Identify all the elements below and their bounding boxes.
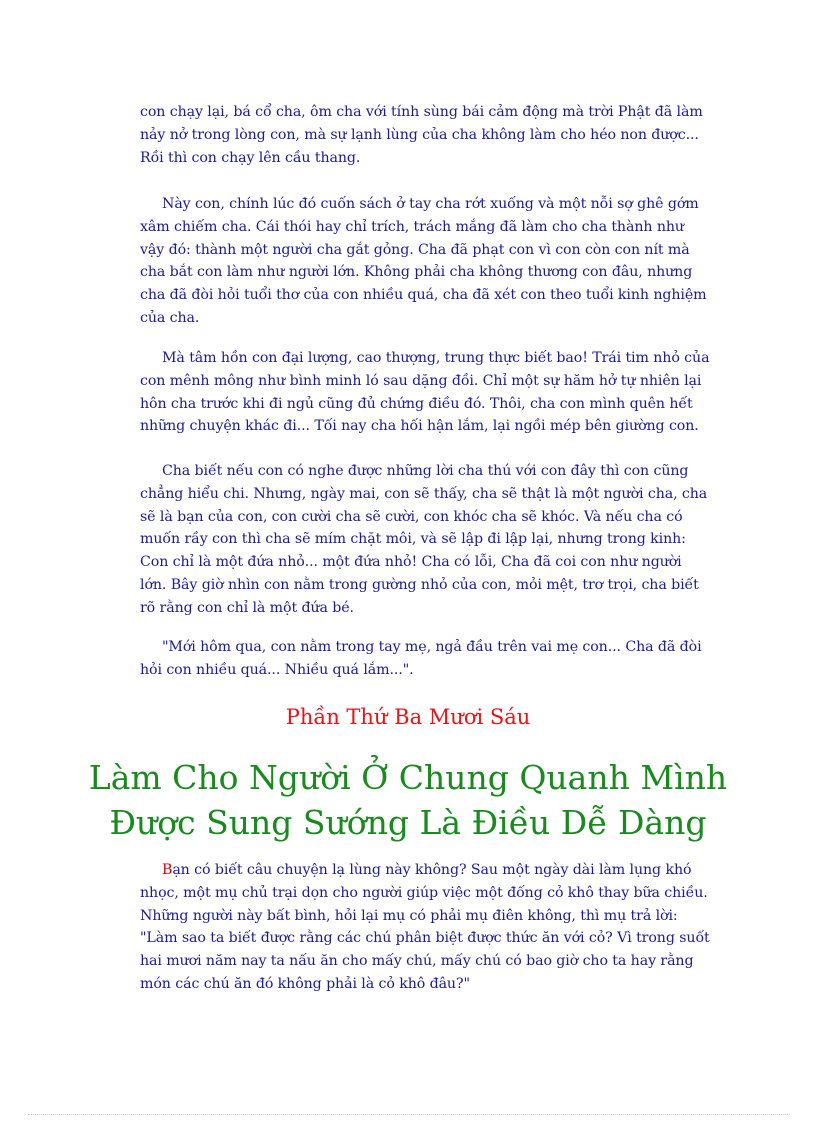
text-line: Cha biết nếu con có nghe được những lời cha thú với con đây thì con cũng xyxy=(162,463,689,479)
chapter-title-line-2: Được Sung Sướng Là Điều Dễ Dàng xyxy=(109,803,707,842)
text-line xyxy=(140,859,692,882)
paragraph-3 xyxy=(140,347,710,438)
text-line: món các chú ăn đó không phải là cỏ khô đâu?" xyxy=(140,975,470,992)
text-line: những chuyện khác đi... Tối nay cha hối hận lắm, lại ngồi mép bên giường con. xyxy=(140,418,699,435)
text-line: nhọc, một mụ chủ trại dọn cho người giúp việc một đống cỏ khô thay bữa chiều. xyxy=(140,884,708,901)
first-line-text: ạn có biết câu chuyện lạ lùng này không? Sau một ngày dài làm lụng khó xyxy=(172,862,692,878)
text-line: rõ rằng con chỉ là một đứa bé. xyxy=(140,599,354,616)
paragraph-1 xyxy=(140,101,703,169)
text-line: sẽ là bạn của con, con cười cha sẽ cười, con khóc cha sẽ khóc. Và nếu cha có xyxy=(140,508,683,525)
text-line: Những người này bất bình, hỏi lại mụ có phải mụ điên không, thì mụ trả lời: xyxy=(140,907,678,924)
page-bottom-divider xyxy=(28,1114,788,1115)
text-line: Con chỉ là một đứa nhỏ... một đứa nhỏ! Cha có lỗi, Cha đã coi con như người xyxy=(140,554,682,571)
text-line: Mà tâm hồn con đại lượng, cao thượng, trung thực biết bao! Trái tim nhỏ của xyxy=(162,350,710,366)
chapter-title-line-1: Làm Cho Người Ở Chung Quanh Mình xyxy=(88,758,728,797)
drop-letter: B xyxy=(162,862,173,878)
text-line: lớn. Bây giờ nhìn con nằm trong gường nhỏ của con, mỏi mệt, trơ trọi, cha biết xyxy=(140,576,699,593)
text-line: con mênh mông như bình minh ló sau dặng đồi. Chỉ một sự hăm hở tự nhiên lại xyxy=(140,372,702,389)
text-line: Này con, chính lúc đó cuốn sách ở tay cha rớt xuống và một nỗi sợ ghê gớm xyxy=(162,196,699,212)
text-line: hôn cha trước khi đi ngủ cũng đủ chứng điều đó. Thôi, cha con mình quên hết xyxy=(140,395,693,412)
section-label: Phần Thứ Ba Mươi Sáu xyxy=(285,705,531,729)
text-line: muốn rầy con thì cha sẽ mím chặt môi, và sẽ lập đi lập lại, nhưng trong kinh: xyxy=(140,531,686,548)
story-paragraph xyxy=(140,859,710,996)
text-line: "Làm sao ta biết được rằng các chú phân biệt được thức ăn với cỏ? Vì trong suốt xyxy=(140,930,710,947)
text-line: của cha. xyxy=(140,309,200,326)
text-line: con chạy lại, bá cổ cha, ôm cha với tính sùng bái cảm động mà trời Phật đã làm xyxy=(140,104,703,120)
text-line: xâm chiếm cha. Cái thói hay chỉ trích, trách mắng đã làm cho cha thành như xyxy=(140,218,684,235)
paragraph-5 xyxy=(140,636,702,682)
text-line: hỏi con nhiều quá... Nhiều quá lắm...". xyxy=(140,661,414,678)
text-line: vậy đó: thành một người cha gắt gỏng. Cha đã phạt con vì con còn con nít mà xyxy=(140,241,690,258)
text-line: "Mới hôm qua, con nằm trong tay mẹ, ngả đầu trên vai mẹ con... Cha đã đòi xyxy=(162,639,702,655)
text-line: hai mươi năm nay ta nấu ăn cho mấy chú, mấy chú có bao giờ cho ta hay rằng xyxy=(140,953,694,970)
text-line: cha bắt con làm như người lớn. Không phải cha không thương con đâu, nhưng xyxy=(140,264,693,281)
text-line: chẳng hiểu chi. Nhưng, ngày mai, con sẽ thấy, cha sẽ thật là một người cha, cha xyxy=(140,485,708,502)
paragraph-2 xyxy=(140,193,707,330)
paragraph-4 xyxy=(140,460,708,620)
text-line: nảy nở trong lòng con, mà sự lạnh lùng của cha không làm cho héo non được... xyxy=(140,126,699,143)
text-line: cha đã đòi hỏi tuổi thơ của con nhiều quá, cha đã xét con theo tuổi kinh nghiệm xyxy=(140,287,707,304)
text-line: Rồi thì con chạy lên cầu thang. xyxy=(140,149,361,166)
